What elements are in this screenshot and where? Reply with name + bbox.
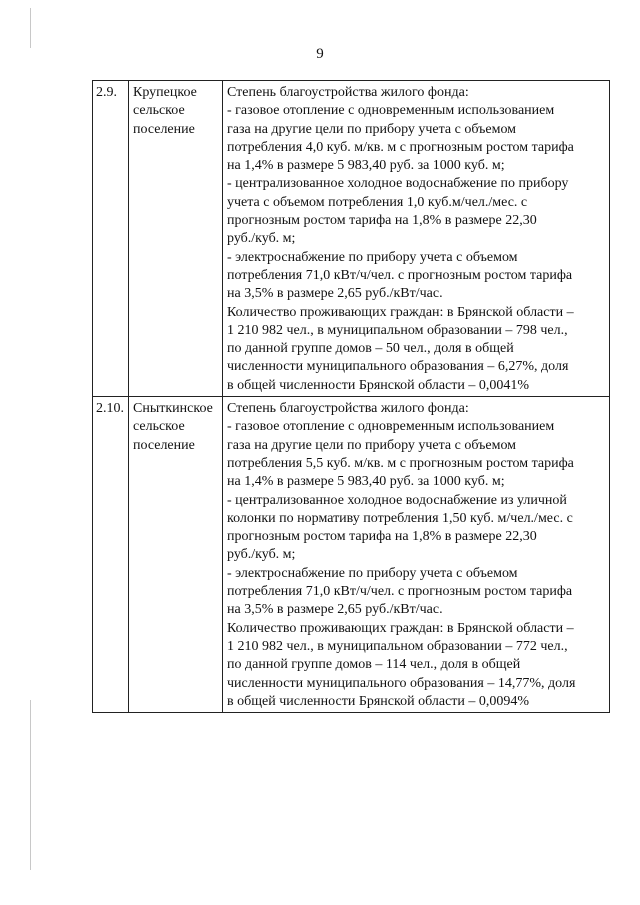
description-line: прогнозным ростом тарифа на 1,8% в размере 22,30 (227, 529, 537, 545)
description-line: - газовое отопление с одновременным использованием (227, 103, 555, 119)
description-line: по данной группе домов – 50 чел., доля в общей (227, 341, 514, 357)
description-line: Степень благоустройства жилого фонда: (227, 85, 469, 100)
description-line: потребления 71,0 кВт/ч/чел. с прогнозным ростом тарифа (227, 267, 573, 283)
row-number: 2.9. (93, 81, 129, 397)
description-line: в общей численности Брянской области – 0,0094% (227, 693, 530, 709)
description-line: по данной группе домов – 114 чел., доля в общей (227, 657, 521, 673)
description-line: руб./куб. м; (227, 231, 296, 247)
settlement-name-line: поселение (133, 437, 195, 453)
row-number: 2.10. (93, 397, 129, 713)
settlement-name-line: Крупецкое (133, 85, 197, 100)
settlement-name (129, 397, 223, 713)
description-line: численности муниципального образования – 6,27%, доля (227, 359, 569, 375)
description-line: газа на другие цели по прибору учета с объемом (227, 121, 517, 137)
description-line: газа на другие цели по прибору учета с объемом (227, 437, 517, 453)
description-line: потребления 71,0 кВт/ч/чел. с прогнозным ростом тарифа (227, 584, 573, 600)
description-line: на 3,5% в размере 2,65 руб./кВт/час. (227, 602, 443, 618)
description-line: колонки по нормативу потребления 1,50 куб. м/чел./мес. с (227, 510, 573, 526)
description-line: численности муниципального образования – 14,77%, доля (227, 675, 576, 691)
table-row (93, 397, 610, 713)
description-line: потребления 4,0 куб. м/кв. м с прогнозным ростом тарифа (227, 139, 574, 155)
description-line: Количество проживающих граждан: в Брянской области – (227, 304, 574, 320)
description-line: потребления 5,5 куб. м/кв. м с прогнозным ростом тарифа (227, 455, 574, 471)
settlement-name-line: поселение (133, 121, 195, 137)
description-line: руб./куб. м; (227, 547, 296, 563)
settlement-name (129, 81, 223, 397)
housing-description (223, 397, 610, 713)
description-line: в общей численности Брянской области – 0,0041% (227, 377, 530, 393)
description-line: - электроснабжение по прибору учета с объемом (227, 565, 518, 581)
description-line: - централизованное холодное водоснабжение из уличной (227, 492, 567, 508)
settlement-name-line: Сныткинское (133, 401, 213, 417)
description-line: учета с объемом потребления 1,0 куб.м/чел./мес. с (227, 194, 528, 210)
description-line: на 1,4% в размере 5 983,40 руб. за 1000 куб. м; (227, 158, 505, 174)
description-line: на 3,5% в размере 2,65 руб./кВт/час. (227, 286, 443, 302)
description-line: Количество проживающих граждан: в Брянской области – (227, 620, 574, 636)
settlement-name-line: сельское (133, 103, 185, 119)
page-number: 9 (316, 46, 324, 62)
description-line: - централизованное холодное водоснабжение по прибору (227, 176, 569, 192)
description-line: - электроснабжение по прибору учета с объемом (227, 249, 518, 265)
settlement-name-line: сельское (133, 419, 185, 435)
settlements-table (92, 80, 610, 713)
housing-description (223, 81, 610, 397)
description-line: прогнозным ростом тарифа на 1,8% в размере 22,30 (227, 213, 537, 229)
scan-margin-mark (30, 8, 31, 48)
table-row (93, 81, 610, 397)
scan-margin-mark (30, 700, 31, 870)
description-line: 1 210 982 чел., в муниципальном образовании – 772 чел., (227, 638, 568, 654)
description-line: на 1,4% в размере 5 983,40 руб. за 1000 куб. м; (227, 474, 505, 490)
description-line: 1 210 982 чел., в муниципальном образовании – 798 чел., (227, 322, 568, 338)
description-line: - газовое отопление с одновременным использованием (227, 419, 555, 435)
description-line: Степень благоустройства жилого фонда: (227, 401, 469, 417)
